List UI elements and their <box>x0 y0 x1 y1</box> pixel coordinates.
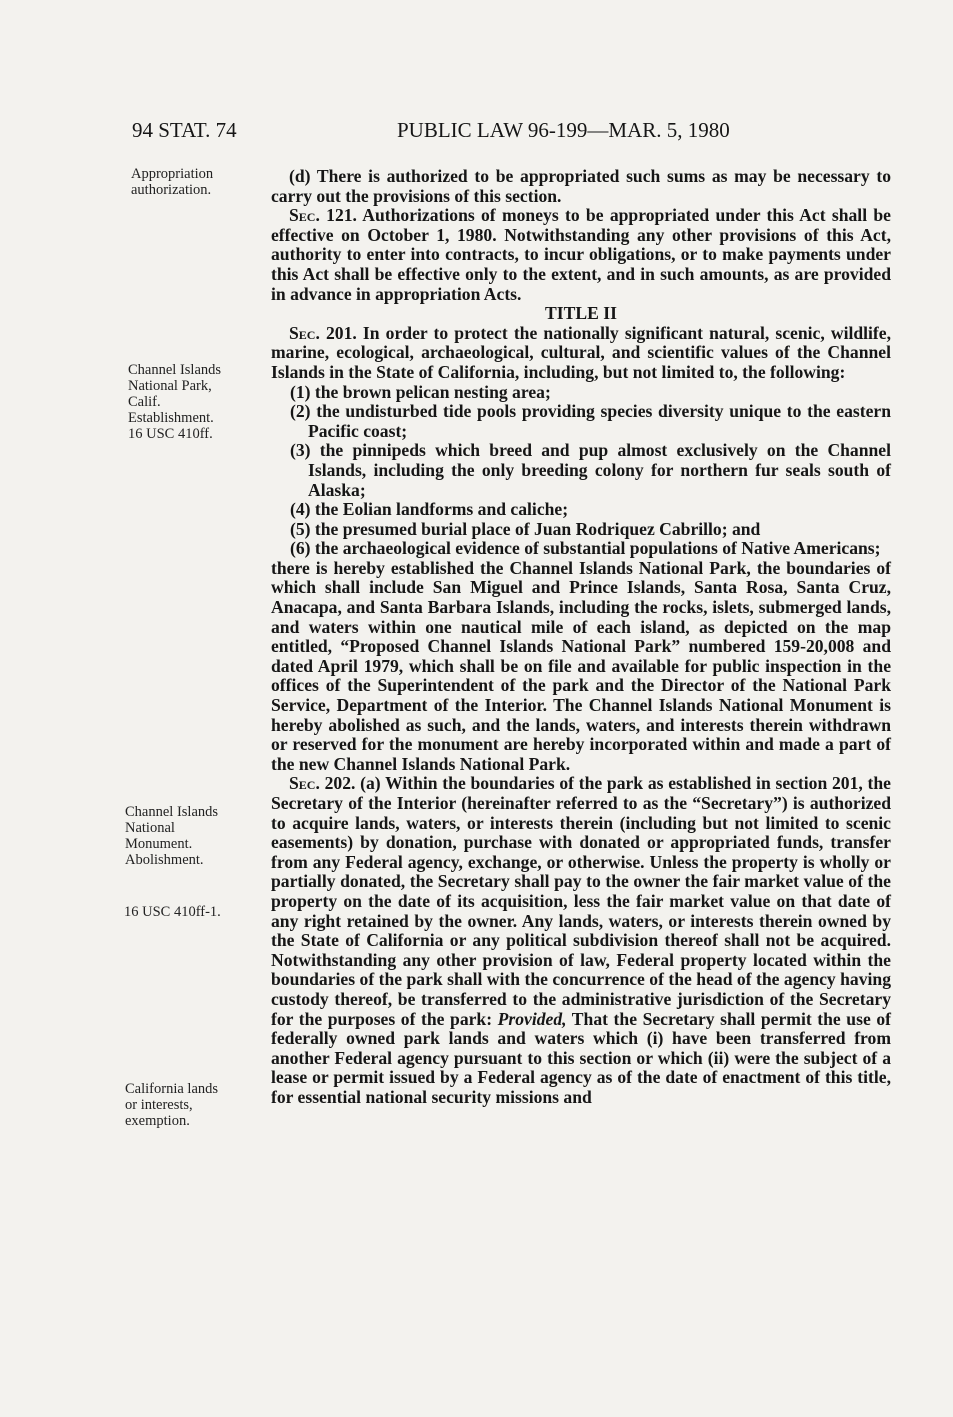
section-201: Sec. 201. In order to protect the nationally significant natural, scenic, wildlife, marine, ecological, archaeological, cultural, and scientific values of the Channel Islands in the State of California, including, but not limited to, the following: <box>271 322 891 382</box>
list-item: (5) the presumed burial place of Juan Rodriquez Cabrillo; and <box>290 518 761 539</box>
list-item: (4) the Eolian landforms and caliche; <box>290 499 569 520</box>
title-heading: TITLE II <box>545 303 617 324</box>
margin-note-appropriation: Appropriation authorization. <box>131 166 214 198</box>
list-item: (1) the brown pelican nesting area; <box>290 381 551 402</box>
margin-note-channel-islands-park: Channel Islands National Park, Calif. Establishment. 16 USC 410ff. <box>128 362 222 442</box>
public-law-title: PUBLIC LAW 96-199—MAR. 5, 1980 <box>397 118 730 142</box>
section-121: Sec. 121. Authorizations of moneys to be appropriated under this Act shall be effective on October 1, 1980. Notwithstanding any other provisions of this Act, authority to enter into contracts, to incur obligations, or to make payments under this Act shall be effective only to the extent, and in such amounts, as are provided in advance in appropriation Acts. <box>271 205 891 304</box>
paragraph-d: (d) There is authorized to be appropriated such sums as may be necessary to carry out the provisions of this section. <box>271 166 891 206</box>
list-item: (2) the undisturbed tide pools providing species diversity unique to the eastern Pacific coast; <box>290 401 891 441</box>
list-item: (3) the pinnipeds which breed and pup almost exclusively on the Channel Islands, including the only breeding colony for northern fur seals south of Alaska; <box>290 440 891 500</box>
statute-body <box>271 167 891 1108</box>
margin-note-california-lands: California lands or interests, exemption. <box>125 1081 219 1129</box>
page-header <box>132 118 892 148</box>
statute-page-number: 94 STAT. 74 <box>132 118 237 142</box>
list-item: (6) the archaeological evidence of substantial populations of Native Americans; <box>290 538 881 559</box>
establishment-paragraph: there is hereby established the Channel Islands National Park, the boundaries of which shall include San Miguel and Prince Islands, Santa Rosa, Santa Cruz, Anacapa, and Santa Barbara Islands, including the rocks, islets, submerged lands, and waters within one nautical mile of each island, as depicted on the map entitled, “Proposed Channel Islands National Park” numbered 159-20,008 and dated April 1979, which shall be on file and available for public inspection in the offices of the Superintendent of the park and the Director of the National Park Service, Department of the Interior. The Channel Islands National Monument is hereby abolished as such, and the lands, waters, and interests therein withdrawn or reserved for the monument are hereby incorporated within and made a part of the new Channel Islands National Park. <box>271 557 891 774</box>
margin-note-usc-410ff-1: 16 USC 410ff-1. <box>124 904 221 920</box>
section-202: Sec. 202. (a) Within the boundaries of the park as established in section 201, the Secretary of the Interior (hereinafter referred to as the “Secretary”) is authorized to acquire lands, waters, or interests therein (including but not limited to scenic easements) by donation, purchase with donated or appropriated funds, transfer from any Federal agency, exchange, or otherwise. Unless the property is wholly or partially donated, the Secretary shall pay to the owner the fair market value of the property on the date of its acquisition, less the fair market value on that date of any right retained by the owner. Any lands, waters, or interests therein owned by the State of California or any political subdivision thereof shall not be acquired. Notwithstanding any other provision of law, Federal property located within the boundaries of the park shall with the concurrence of the head of the agency having custody thereof, be transferred to the administrative jurisdiction of the Secretary for the purposes of the park: Provided, That the Secretary shall permit the use of federally owned park lands and waters which (i) have been transferred from another Federal agency pursuant to this section or which (ii) were the subject of a lease or permit issued by a Federal agency as of the date of enactment of this title, for essential national security missions and <box>271 773 891 1107</box>
margin-note-channel-islands-monument: Channel Islands National Monument. Abolishment. <box>125 804 219 868</box>
